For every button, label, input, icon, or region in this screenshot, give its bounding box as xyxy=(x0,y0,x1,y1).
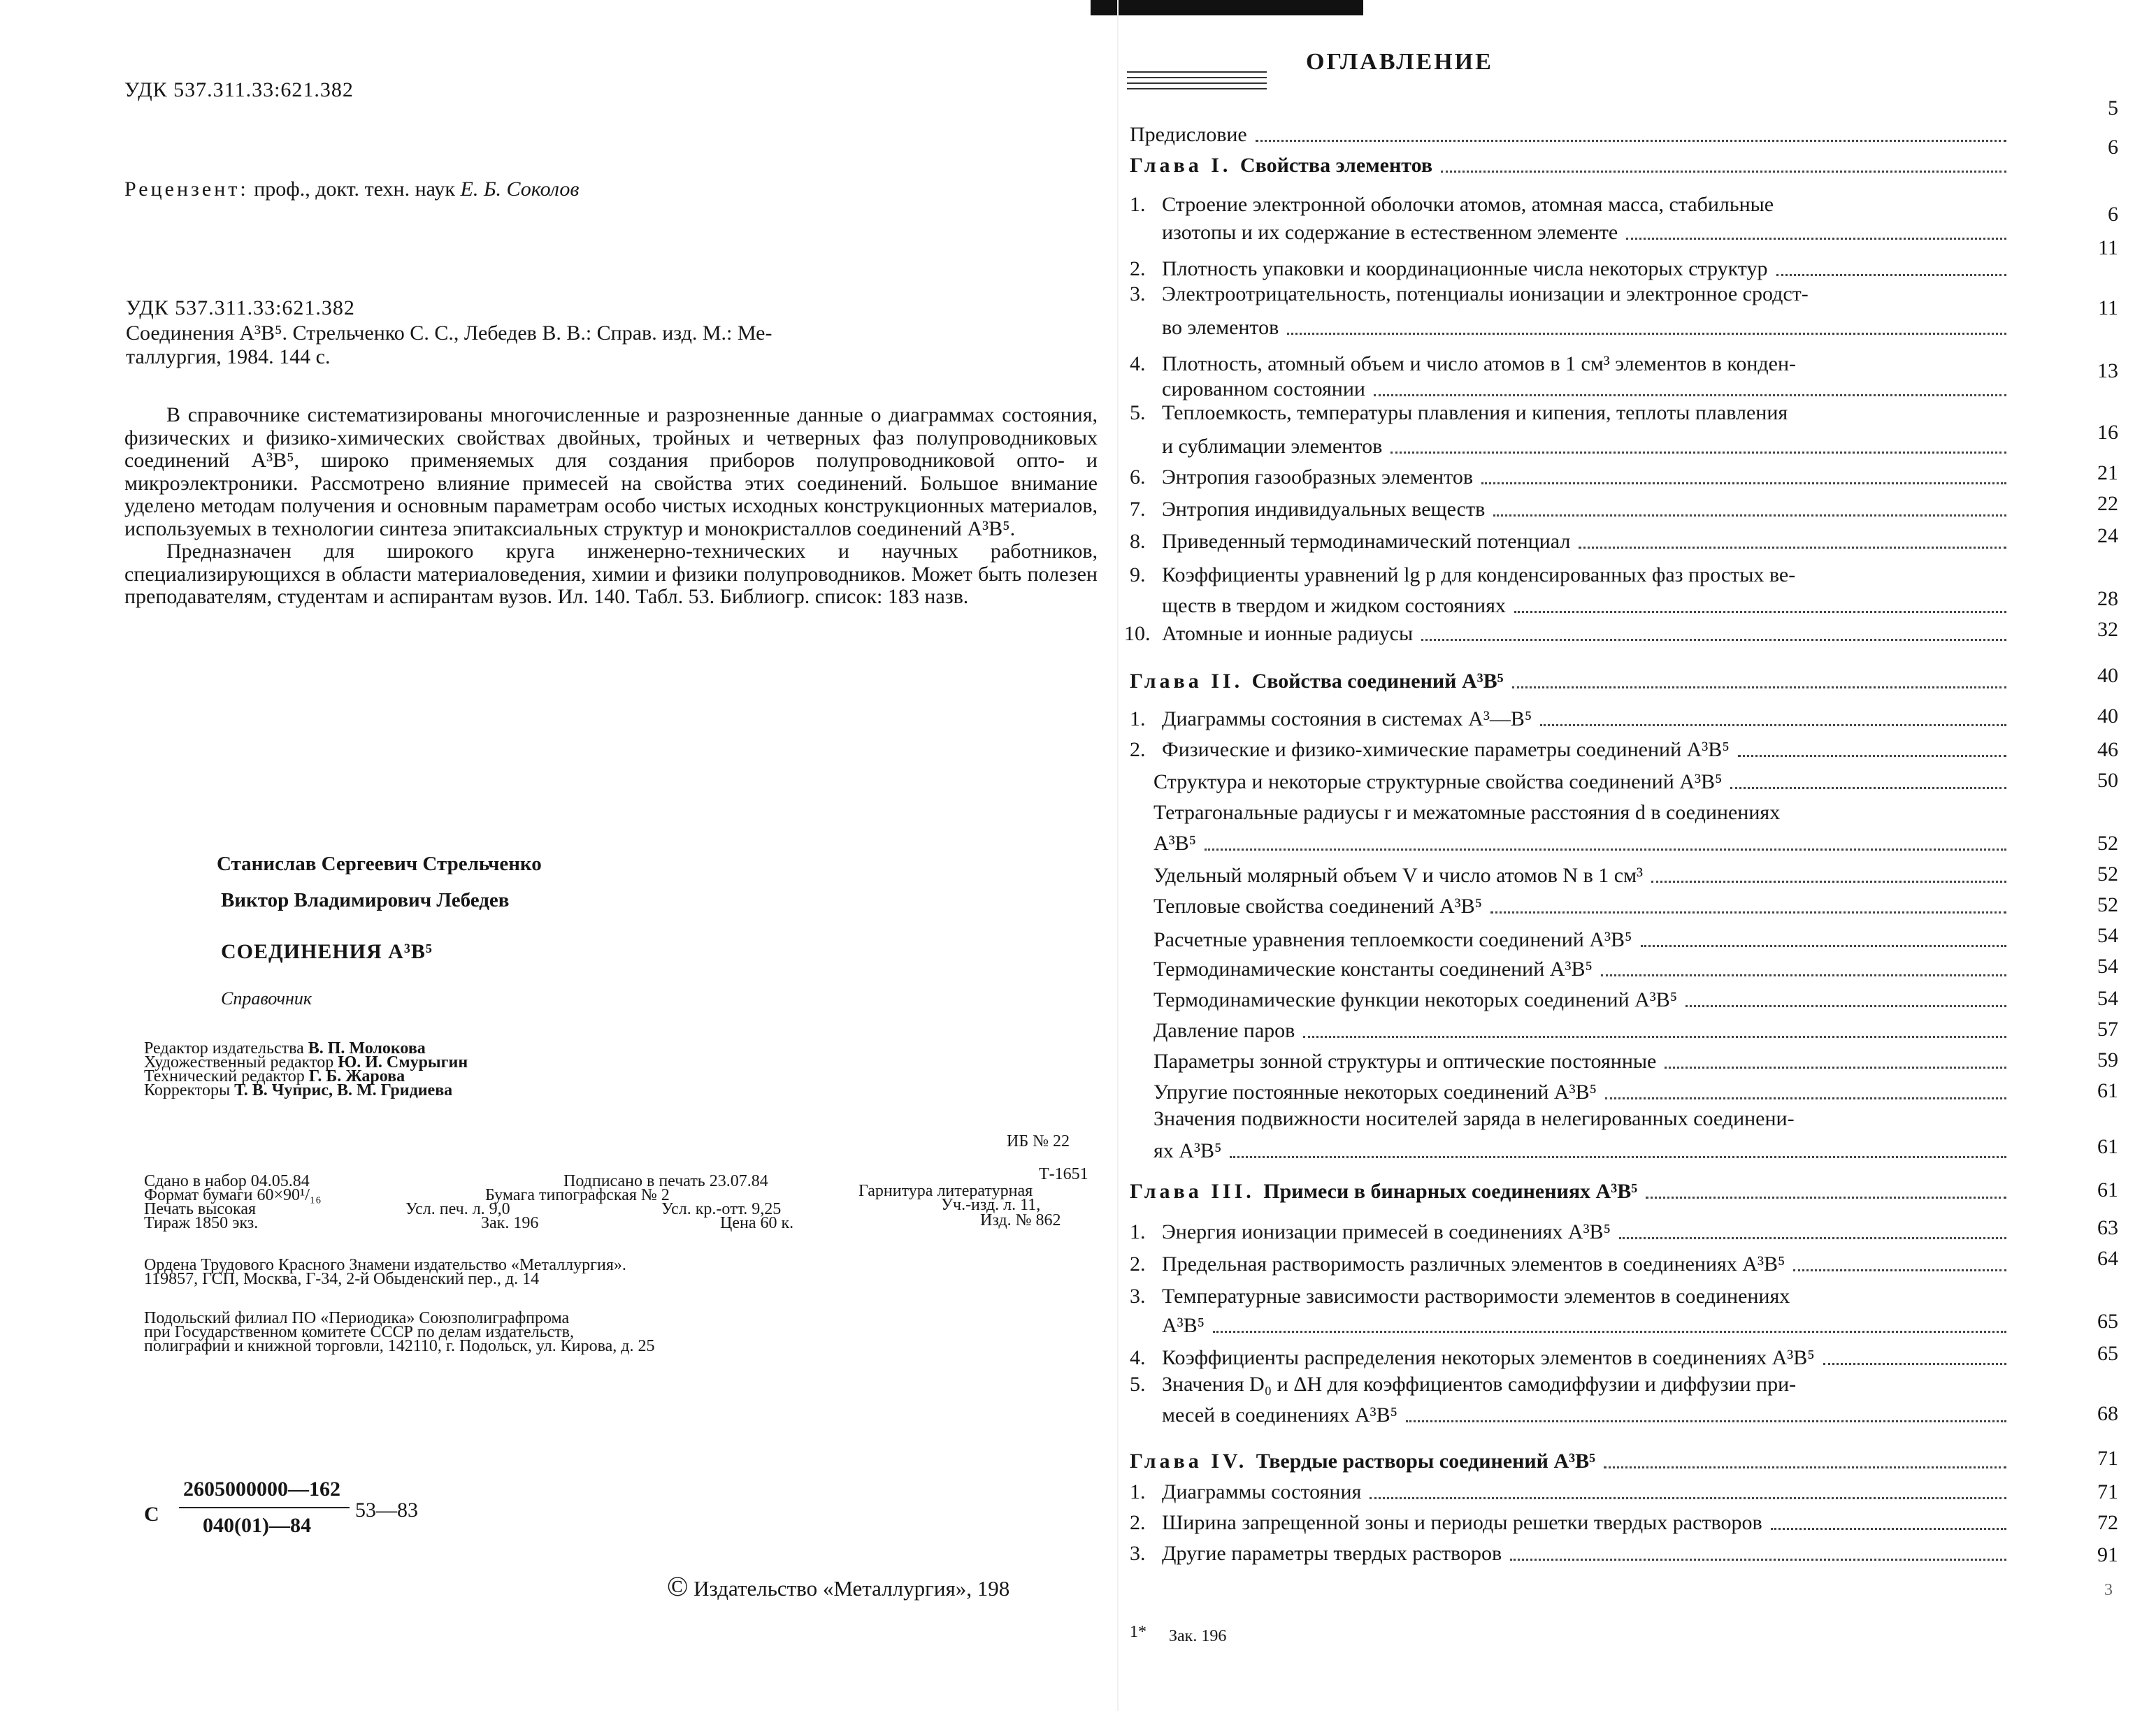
toc-entry-number: 7. xyxy=(1130,498,1146,521)
toc-entry-number: 2. xyxy=(1130,1252,1146,1276)
reviewer-label: Рецензент: xyxy=(124,178,249,201)
toc-page-number: 32 xyxy=(2097,618,2118,641)
citation-line-1: Соединения A³B⁵. Стрельченко С. С., Лебедев В. В.: Справ. изд. М.: Ме- xyxy=(126,322,772,345)
toc-dot-leader xyxy=(1601,974,2006,976)
toc-page-number: 54 xyxy=(2097,924,2118,947)
credit-row: Корректоры Т. В. Чуприс, В. М. Гридиева xyxy=(144,1081,453,1099)
toc-dot-leader xyxy=(1287,333,2006,335)
toc-entry-number: 9. xyxy=(1130,563,1146,586)
credits xyxy=(144,1041,468,1097)
toc-entry-continuation: ществ в твердом и жидком состояниях xyxy=(1162,594,1506,617)
toc-page-number: 52 xyxy=(2097,893,2118,916)
imprint-block: Сдано в набор 04.05.84 Подписано в печать 23.07.84 Т-1651 Формат бумаги 60×90¹/₁₆ Бумага типографская № 2 Гарнитура литературная Печать высокая Усл. печ. л. 9,0 Усл. кр.-отт. 9,25 Уч.-изд. л. 11, Тираж 1850 экз. Зак. 196 Цена 60 к. Изд. № 862 xyxy=(144,1165,1088,1232)
toc-dot-leader xyxy=(1374,394,2006,396)
toc-entry-number: 1. xyxy=(1130,1220,1146,1243)
toc-entry-number: 3. xyxy=(1130,282,1146,305)
toc-page-number: 57 xyxy=(2097,1018,2118,1041)
toc-dot-leader xyxy=(1651,881,2006,883)
toc-dot-leader xyxy=(1490,911,2006,914)
toc-page-number: 65 xyxy=(2097,1310,2118,1333)
author-1: Станислав Сергеевич Стрельченко xyxy=(217,853,542,875)
corner-mark: 3 xyxy=(2104,1581,2113,1599)
toc-page-number: 28 xyxy=(2097,587,2118,610)
toc-entry-label: Энергия ионизации примесей в соединениях A³B⁵ xyxy=(1162,1220,1611,1243)
toc-entry-label: Предисловие xyxy=(1130,123,1247,146)
toc-entry-continuation: A³B⁵ xyxy=(1162,1314,1205,1337)
toc-page-number: 59 xyxy=(2097,1048,2118,1071)
code-letter: С xyxy=(144,1503,159,1526)
toc-page-number: 63 xyxy=(2097,1216,2118,1239)
toc-entry-label: Давление паров xyxy=(1154,1019,1295,1042)
toc-entry-label: Энтропия индивидуальных веществ xyxy=(1162,498,1486,521)
copyright-line xyxy=(667,1570,1009,1603)
toc-entry-number: 10. xyxy=(1124,622,1151,645)
toc-dot-leader xyxy=(1619,1237,2006,1239)
toc-entry-number: 3. xyxy=(1130,1542,1146,1565)
book-title: СОЕДИНЕНИЯ A³B⁵ xyxy=(221,940,433,963)
toc-page-number: 16 xyxy=(2097,421,2118,444)
toc-page-number: 46 xyxy=(2097,738,2118,761)
toc-page-number: 91 xyxy=(2097,1543,2118,1566)
toc-entry-label: Параметры зонной структуры и оптические постоянные xyxy=(1154,1050,1657,1073)
title-rule xyxy=(1127,82,1267,84)
toc-entry-label: Тепловые свойства соединений A³B⁵ xyxy=(1154,895,1483,918)
toc-entry-label: Удельный молярный объем V и число атомов N в 1 см³ xyxy=(1154,864,1644,887)
abstract xyxy=(124,404,1098,609)
code-fraction-line xyxy=(179,1507,350,1508)
toc-entry-continuation: ях A³B⁵ xyxy=(1154,1139,1222,1162)
toc-entry-number: 2. xyxy=(1130,738,1146,761)
toc-dot-leader xyxy=(1512,686,2006,688)
publisher-address: Ордена Трудового Красного Знамени издательство «Металлургия». 119857, ГСП, Москва, Г-34, 2-й Обыденский пер., д. 14 xyxy=(144,1256,626,1288)
toc-entry-continuation: сированном состоянии xyxy=(1162,377,1365,400)
code-denominator: 040(01)—84 xyxy=(203,1514,311,1537)
toc-entry-label: Приведенный термодинамический потенциал xyxy=(1162,530,1571,553)
abstract-paragraph-2: Предназначен для широкого круга инженерно-технических и научных работников, специализирующихся в области материаловедения, химии и физики полупроводников. Может быть полезен преподавателям, студентам и аспирантам вузов. Ил. 140. Табл. 53. Библиогр. список: 183 назв. xyxy=(124,540,1098,608)
toc-entry-label: Упругие постоянные некоторых соединений A³B⁵ xyxy=(1154,1081,1597,1104)
toc-dot-leader xyxy=(1604,1466,2006,1468)
toc-title: ОГЛАВЛЕНИЕ xyxy=(1306,49,1493,75)
toc-entry-number: 4. xyxy=(1130,1346,1146,1369)
toc-dot-leader xyxy=(1493,514,2006,517)
toc-dot-leader xyxy=(1510,1559,2006,1561)
toc-page-number: 72 xyxy=(2097,1511,2118,1534)
toc-dot-leader xyxy=(1421,639,2006,641)
toc-dot-leader xyxy=(1441,171,2006,173)
toc-entry-label: Диаграммы состояния xyxy=(1162,1480,1362,1503)
toc-entry-label: Структура и некоторые структурные свойства соединений A³B⁵ xyxy=(1154,770,1723,793)
toc-entry-label: Другие параметры твердых растворов xyxy=(1162,1542,1502,1565)
toc-page-number: 5 xyxy=(2108,96,2118,120)
toc-entry-label: Коэффициенты уравнений lg p для конденсированных фаз простых ве- xyxy=(1162,563,1796,586)
title-rule xyxy=(1127,71,1267,73)
toc-dot-leader xyxy=(1738,755,2006,757)
copyright-icon: © xyxy=(667,1571,689,1602)
toc-page-number: 71 xyxy=(2097,1447,2118,1470)
toc-entry-number: 2. xyxy=(1130,257,1146,280)
toc-dot-leader xyxy=(1823,1363,2006,1365)
toc-page-number: 11 xyxy=(2098,296,2118,319)
toc-entry-label: Термодинамические функции некоторых соединений A³B⁵ xyxy=(1154,988,1678,1011)
toc-page-number: 40 xyxy=(2097,664,2118,687)
toc-entry-label: Строение электронной оболочки атомов, атомная масса, стабильные xyxy=(1162,193,1774,216)
toc-dot-leader xyxy=(1514,611,2006,613)
toc-entry-label: Теплоемкость, температуры плавления и кипения, теплоты плавления xyxy=(1162,401,1788,424)
book-type: Справочник xyxy=(221,988,312,1009)
code-numerator: 2605000000—162 xyxy=(183,1478,340,1501)
printer-address: Подольский филиал ПО «Периодика» Союзполиграфпрома при Государственном комитете СССР по делам издательств, полиграфии и книжной торговли, 142110, г. Подольск, ул. Кирова, д. 25 xyxy=(144,1309,655,1355)
toc-page-number: 64 xyxy=(2097,1247,2118,1270)
toc-page-number: 40 xyxy=(2097,705,2118,728)
author-2: Виктор Владимирович Лебедев xyxy=(221,889,510,911)
toc-entry-number: 1. xyxy=(1130,193,1146,216)
toc-dot-leader xyxy=(1256,140,2006,142)
toc-page-number: 50 xyxy=(2097,769,2118,792)
toc-page-number: 52 xyxy=(2097,862,2118,886)
toc-page-number: 13 xyxy=(2097,359,2118,382)
toc-entry-label: Ширина запрещенной зоны и периоды решетки твердых растворов xyxy=(1162,1511,1762,1534)
toc-entry-label: Плотность, атомный объем и число атомов в 1 см³ элементов в конден- xyxy=(1162,352,1797,375)
toc-entry-number: 2. xyxy=(1130,1511,1146,1534)
toc-page-number: 52 xyxy=(2097,832,2118,855)
toc-dot-leader xyxy=(1646,1197,2006,1199)
reviewer-line xyxy=(124,178,579,201)
toc-entry-label: Глава IV. Твердые растворы соединений A³B⁵ xyxy=(1130,1450,1596,1473)
udk-top: УДК 537.311.33:621.382 xyxy=(124,78,354,101)
toc-dot-leader xyxy=(1793,1269,2006,1271)
toc-entry-label: Предельная растворимость различных элементов в соединениях A³B⁵ xyxy=(1162,1252,1785,1276)
toc-dot-leader xyxy=(1390,452,2006,454)
toc-entry-continuation: месей в соединениях A³B⁵ xyxy=(1162,1403,1398,1427)
toc-dot-leader xyxy=(1641,945,2006,947)
credit-row: Технический редактор Г. Б. Жарова xyxy=(144,1067,405,1085)
toc-dot-leader xyxy=(1771,1528,2006,1530)
toc-dot-leader xyxy=(1481,482,2006,484)
toc-dot-leader xyxy=(1540,724,2006,726)
toc-entry-number: 8. xyxy=(1130,530,1146,553)
toc-dot-leader xyxy=(1406,1420,2006,1422)
toc-entry-continuation: во элементов xyxy=(1162,316,1279,339)
code-suffix: 53—83 xyxy=(355,1499,418,1522)
toc-entry-label: Расчетные уравнения теплоемкости соединений A³B⁵ xyxy=(1154,928,1632,951)
toc-dot-leader xyxy=(1626,238,2006,240)
ib-number: ИБ № 22 xyxy=(1007,1132,1070,1150)
toc-page-number: 54 xyxy=(2097,955,2118,978)
toc-entry-label: Глава II. Свойства соединений A³B⁵ xyxy=(1130,670,1504,693)
toc-entry-label: Коэффициенты распределения некоторых элементов в соединениях A³B⁵ xyxy=(1162,1346,1815,1369)
toc-entry-label: Физические и физико-химические параметры соединений A³B⁵ xyxy=(1162,738,1730,761)
toc-entry-number: 6. xyxy=(1130,465,1146,489)
toc-page-number: 71 xyxy=(2097,1480,2118,1503)
toc-dot-leader xyxy=(1665,1067,2006,1069)
toc-entry-continuation: изотопы и их содержание в естественном элементе xyxy=(1162,221,1618,244)
toc-entry-number: 1. xyxy=(1130,707,1146,730)
toc-page-number: 21 xyxy=(2097,461,2118,484)
toc-dot-leader xyxy=(1605,1097,2006,1099)
toc-entry-label: Температурные зависимости растворимости элементов в соединениях xyxy=(1162,1285,1790,1308)
toc-page-number: 54 xyxy=(2097,987,2118,1010)
copyright-text: Издательство «Металлургия», 198 xyxy=(693,1576,1010,1601)
toc-entry-number: 3. xyxy=(1130,1285,1146,1308)
toc-page-number: 61 xyxy=(2097,1135,2118,1158)
toc-entry-label: Энтропия газообразных элементов xyxy=(1162,465,1474,489)
toc-entry-label: Электроотрицательность, потенциалы ионизации и электронное сродст- xyxy=(1162,282,1809,305)
toc-page-number: 65 xyxy=(2097,1342,2118,1365)
udk-mid: УДК 537.311.33:621.382 xyxy=(126,296,355,319)
toc-entry-number: 5. xyxy=(1130,401,1146,424)
toc-page-number: 6 xyxy=(2108,203,2118,226)
toc-dot-leader xyxy=(1205,849,2006,851)
toc-dot-leader xyxy=(1579,547,2006,549)
reviewer-name: Е. Б. Соколов xyxy=(460,178,580,201)
toc-dot-leader xyxy=(1303,1036,2006,1038)
toc-dot-leader xyxy=(1776,274,2006,276)
toc-entry-label: Значения подвижности носителей заряда в нелегированных соединени- xyxy=(1154,1107,1795,1130)
toc-entry-label: Термодинамические константы соединений A³B⁵ xyxy=(1154,958,1593,981)
right-page xyxy=(1119,0,2156,1711)
toc-entry-label: Тетрагональные радиусы r и межатомные расстояния d в соединениях xyxy=(1154,801,1781,824)
toc-entry-continuation: A³B⁵ xyxy=(1154,832,1197,855)
toc-page-number: 24 xyxy=(2097,524,2118,547)
toc-page-number: 61 xyxy=(2097,1178,2118,1201)
toc-page-number: 11 xyxy=(2098,236,2118,259)
title-rule xyxy=(1127,88,1267,89)
toc-dot-leader xyxy=(1686,1005,2006,1007)
toc-entry-label: Атомные и ионные радиусы xyxy=(1162,622,1414,645)
toc-dot-leader xyxy=(1230,1156,2006,1158)
citation-line-2: таллургия, 1984. 144 с. xyxy=(126,345,331,368)
reviewer-text: проф., докт. техн. наук xyxy=(254,178,456,201)
toc-entry-number: 1. xyxy=(1130,1480,1146,1503)
toc-entry-label: Диаграммы состояния в системах A³—B⁵ xyxy=(1162,707,1532,730)
toc-dot-leader xyxy=(1730,787,2006,789)
credit-row: Художественный редактор Ю. И. Смурыгин xyxy=(144,1053,468,1071)
abstract-paragraph-1: В справочнике систематизированы многочисленные и разрозненные данные о диаграммах состояния, физических и физико-химических свойствах двойных, тройных и четверных фаз полупроводниковых соединений A³B⁵, широко применяемых для создания приборов полупроводниковой опто- и микроэлектроники. Рассмотрено влияние примесей на свойства этих соединений. Большое внимание уделено методам получения и основным параметрам особо чистых исходных конструкционных материалов, используемых в технологии синтеза эпитаксиальных структур и монокристаллов соединений A³B⁵. xyxy=(124,403,1098,540)
footer-zak: Зак. 196 xyxy=(1169,1627,1227,1645)
toc-page-number: 22 xyxy=(2097,492,2118,515)
toc-dot-leader xyxy=(1370,1497,2006,1499)
toc-entry-label: Глава I. Свойства элементов xyxy=(1130,154,1433,177)
toc-entry-label: Плотность упаковки и координационные числа некоторых структур xyxy=(1162,257,1768,280)
toc-page-number: 68 xyxy=(2097,1402,2118,1425)
toc-entry-continuation: и сублимации элементов xyxy=(1162,435,1383,458)
footer-mark: 1* xyxy=(1130,1623,1147,1641)
title-rule xyxy=(1127,77,1267,78)
toc-entry-number: 5. xyxy=(1130,1373,1146,1396)
credit-row: Редактор издательства В. П. Молокова xyxy=(144,1039,426,1057)
toc-entry-number: 4. xyxy=(1130,352,1146,375)
toc-page-number: 61 xyxy=(2097,1079,2118,1102)
toc-entry-label: Глава III. Примеси в бинарных соединениях A³B⁵ xyxy=(1130,1180,1638,1203)
toc-dot-leader xyxy=(1213,1331,2006,1333)
toc-entry-label: Значения D₀ и ΔH для коэффициентов самодиффузии и диффузии при- xyxy=(1162,1373,1797,1396)
toc-page-number: 6 xyxy=(2108,136,2118,159)
